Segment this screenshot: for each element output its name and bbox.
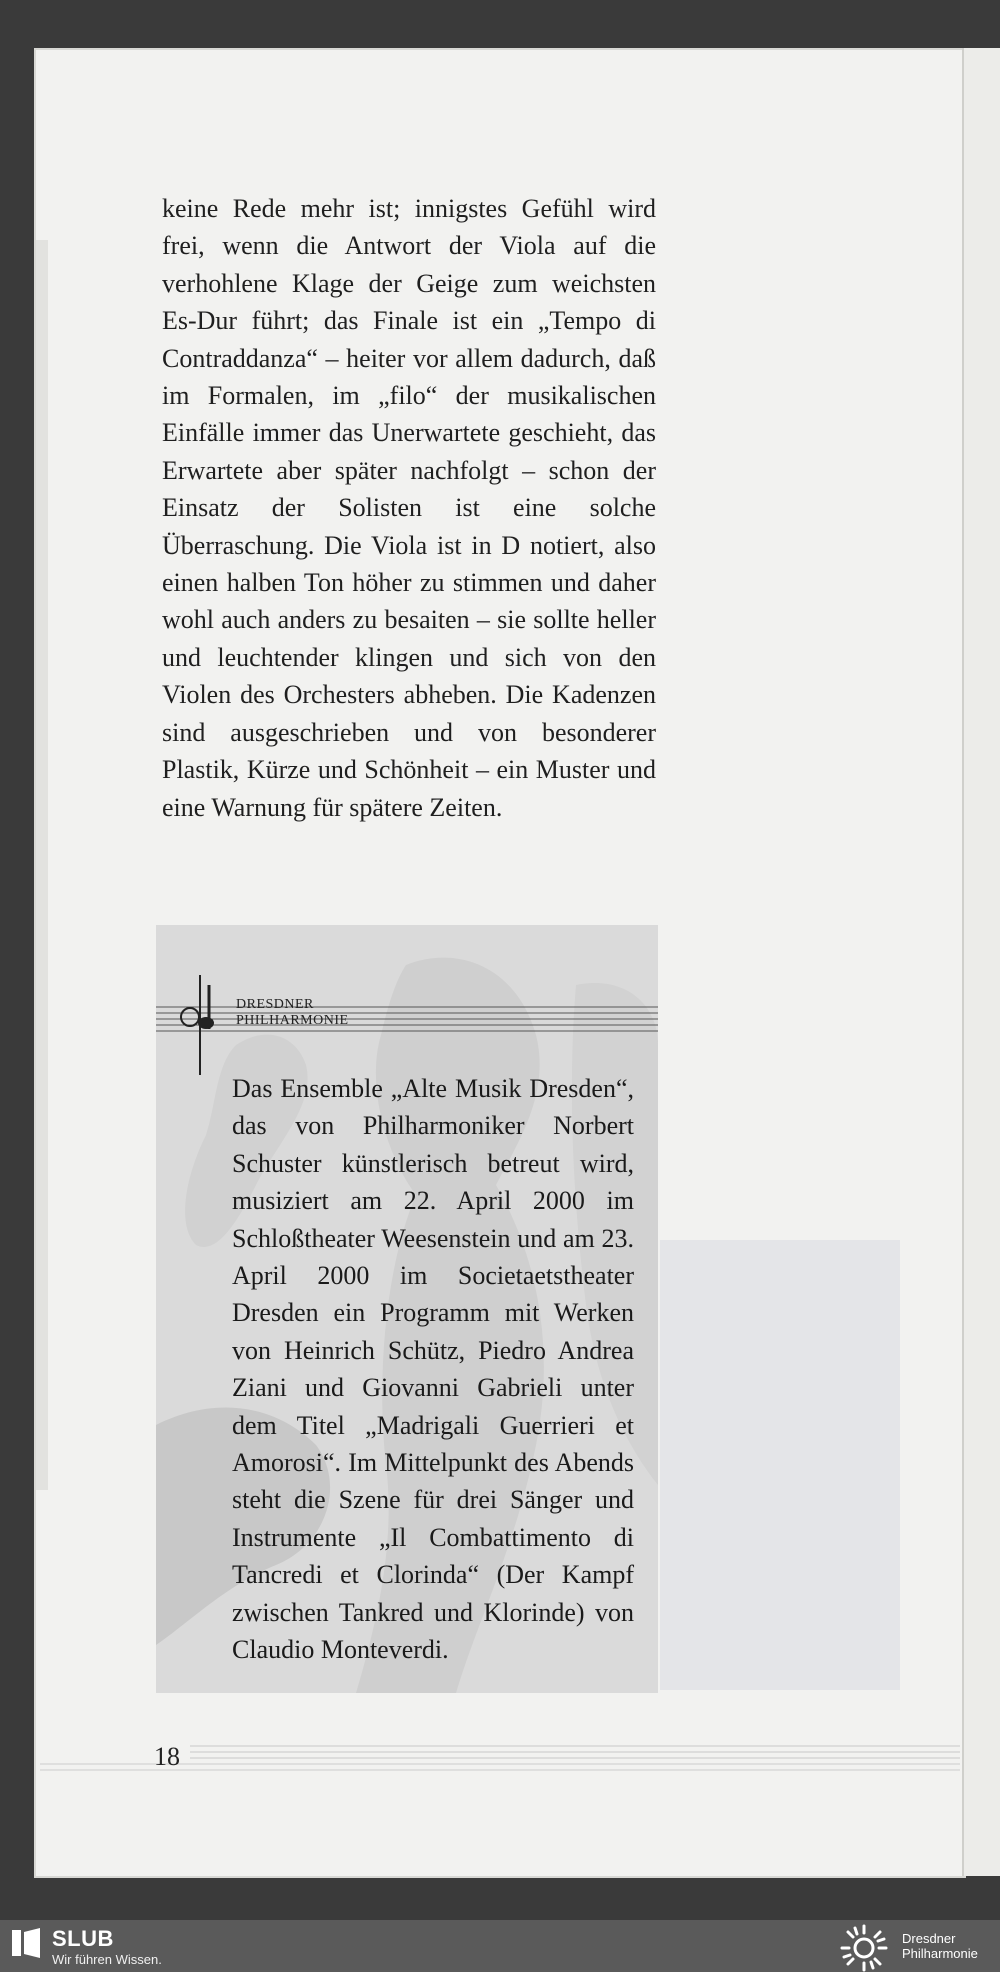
dresdner-philharmonie-name[interactable] [902, 1931, 978, 1961]
logo-line-2: PHILHARMONIE [236, 1013, 349, 1028]
logo-line-1: DRESDNER [236, 997, 314, 1012]
slub-name[interactable]: SLUB [52, 1926, 114, 1951]
slub-logo-icon[interactable] [12, 1928, 42, 1958]
dresdner-philharmonie-logo-text [236, 997, 349, 1029]
main-paragraph: keine Rede mehr ist; innigstes Gefühl wird frei, wenn die Antwort der Viola auf die verhohlene Klage der Geige zum weichsten Es-Dur führt; das Finale ist ein „Tempo di Contraddanza“ – heiter vor allem dadurch, daß im Formalen, im „filo“ der musikalischen Einfälle immer das Unerwartete geschieht, das Erwartete aber später nachfolgt – schon der Einsatz der Solisten ist eine solche Überraschung. Die Viola ist in D notiert, also einen halben Ton höher zu stimmen und daher wohl auch anders zu besaiten – sie sollte heller und leuchtender klingen und sich von den Violen des Orchesters abheben. Die Kadenzen sind ausgeschrieben und von besonderer Plastik, Kürze und Schönheit – ein Muster und eine Warnung für spätere Zeiten. [162, 194, 656, 822]
dp-line-2: Philharmonie [902, 1946, 978, 1961]
dp-line-1: Dresdner [902, 1931, 956, 1946]
viewer-footer-bar [0, 1920, 1000, 1972]
insert-paragraph: Das Ensemble „Alte Musik Dresden“, das von Philharmoniker Norbert Schuster künstlerisch betreut wird, musiziert am 22. April 2000 im Schloßtheater Weesenstein und am 23. April 2000 im Societaetstheater Dresden ein Programm mit Werken von Heinrich Schütz, Piedro Andrea Ziani und Giovanni Gabrieli unter dem Titel „Madrigali Guerrieri et Amorosi“. Im Mittelpunkt des Abends steht die Szene für drei Sänger und Instrumente „Il Combattimento di Tancredi et Clorinda“ (Der Kampf zwischen Tankred und Klorinde) von Claudio Monteverdi. [232, 1074, 634, 1665]
insert-text-column [232, 1070, 634, 1669]
page-number: 18 [154, 1742, 180, 1771]
next-page-edge [962, 48, 1000, 1876]
slub-slogan: Wir führen Wissen. [52, 1952, 162, 1967]
main-text-column [162, 190, 656, 826]
show-through-image [660, 1240, 900, 1690]
previous-page-edge [36, 240, 48, 1490]
dresdner-philharmonie-sun-icon[interactable] [840, 1924, 888, 1972]
